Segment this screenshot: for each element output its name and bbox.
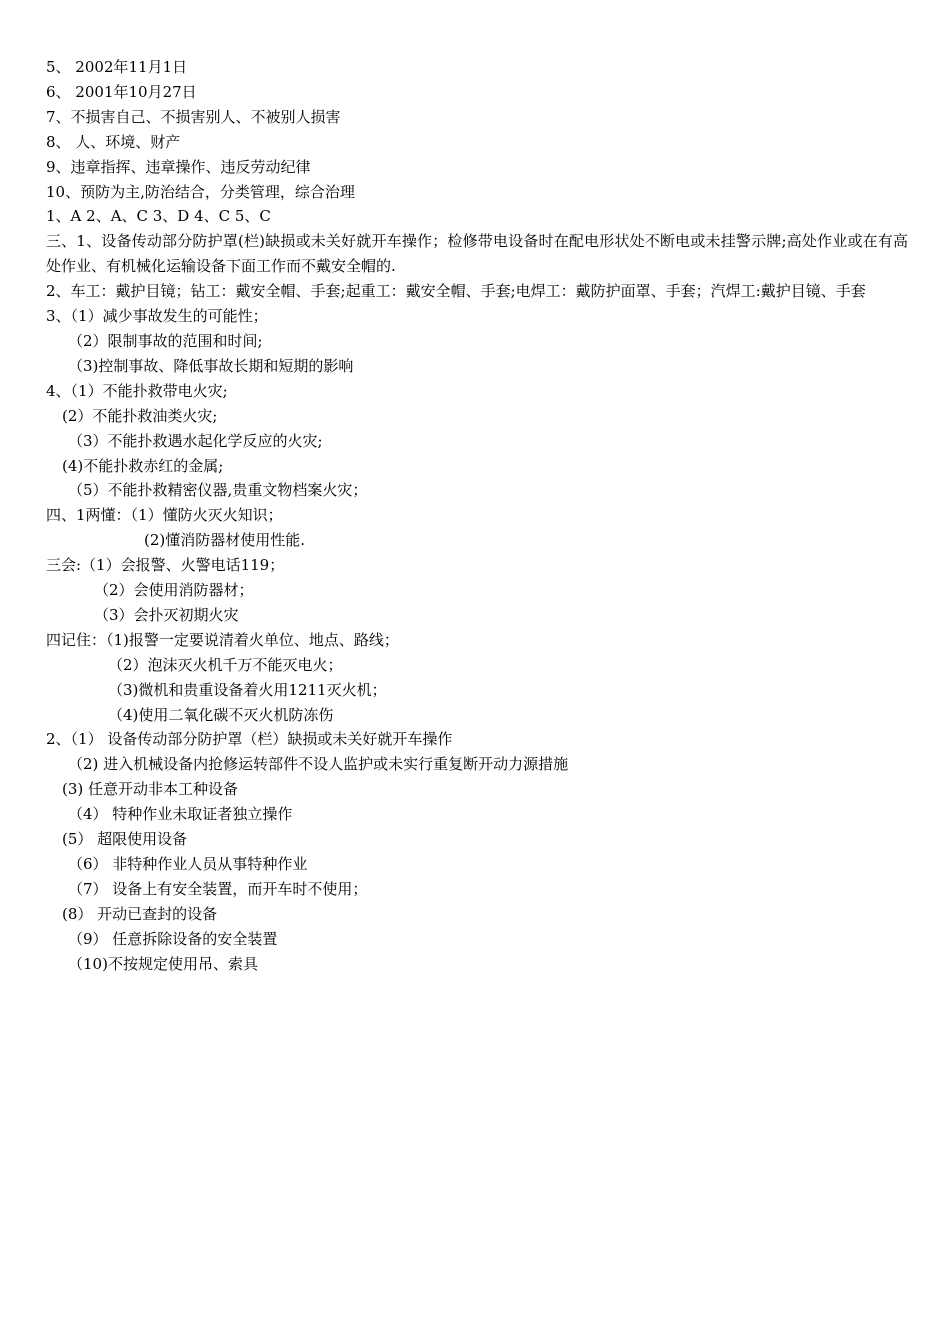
answer-paragraph-9: 2、车工：戴护目镜；钻工：戴安全帽、手套;起重工：戴安全帽、手套;电焊工：戴防护面罩、手套；汽焊工:戴护目镜、手套 xyxy=(46,282,866,301)
document-body xyxy=(46,55,908,977)
answer-line-30: （4） 特种作业未取证者独立操作 xyxy=(68,805,293,824)
answer-line-1: 5、 2002年11月1日 xyxy=(46,58,188,76)
answer-paragraph-8: 三、1、设备传动部分防护罩(栏)缺损或未关好就开车操作；检修带电设备时在配电形状处不断电或未挂警示牌;高处作业或在有高处作业、有机械化运输设备下面工作而不戴安全帽的. xyxy=(46,232,908,276)
answer-line-28: （2) 进入机械设备内抢修运转部件不设人监护或未实行重复断开动力源措施 xyxy=(68,755,569,774)
answer-line-23: 四记住：（1)报警一定要说清着火单位、地点、路线； xyxy=(46,630,399,649)
answer-line-5: 9、违章指挥、违章操作、违反劳动纪律 xyxy=(46,157,311,176)
answer-line-4: 8、 人、环境、财产 xyxy=(46,132,181,151)
answer-line-22: （3）会扑灭初期火灾 xyxy=(94,605,239,624)
answer-line-15: （3）不能扑救遇水起化学反应的火灾; xyxy=(68,431,323,450)
answer-line-11: （2）限制事故的范围和时间; xyxy=(68,331,263,350)
answer-line-6: 10、预防为主,防治结合，分类管理，综合治理 xyxy=(46,182,355,201)
answer-line-18: 四、1两懂：（1）懂防火灭火知识； xyxy=(46,506,283,525)
answer-line-35: （9） 任意拆除设备的安全装置 xyxy=(68,929,278,948)
answer-line-33: （7） 设备上有安全装置，而开车时不使用； xyxy=(68,879,368,898)
answer-line-27: 2、（1） 设备传动部分防护罩（栏）缺损或未关好就开车操作 xyxy=(46,730,453,749)
answer-line-25: （3)微机和贵重设备着火用1211灭火机； xyxy=(108,680,387,699)
answer-line-24: （2）泡沫灭火机千万不能灭电火； xyxy=(108,655,343,674)
answer-line-26: （4)使用二氧化碳不灭火机防冻伤 xyxy=(108,705,334,724)
answer-line-21: （2）会使用消防器材； xyxy=(94,581,254,600)
answer-line-17: （5）不能扑救精密仪器,贵重文物档案火灾； xyxy=(68,481,368,500)
answer-line-2: 6、 2001年10月27日 xyxy=(46,82,197,101)
answer-line-14: (2）不能扑救油类火灾; xyxy=(62,406,218,425)
answer-line-13: 4、（1）不能扑救带电火灾; xyxy=(46,381,228,400)
answer-line-32: （6） 非特种作业人员从事特种作业 xyxy=(68,855,308,873)
answer-line-34: (8） 开动已查封的设备 xyxy=(62,904,218,923)
answer-line-29: (3) 任意开动非本工种设备 xyxy=(62,780,239,799)
answer-line-16: (4)不能扑救赤红的金属; xyxy=(62,456,224,475)
answer-line-31: (5） 超限使用设备 xyxy=(62,830,188,849)
answer-line-36: （10)不按规定使用吊、索具 xyxy=(68,954,258,973)
answer-line-20: 三会:（1）会报警、火警电话119； xyxy=(46,556,285,575)
answer-line-12: （3)控制事故、降低事故长期和短期的影响 xyxy=(68,356,354,375)
answer-line-7: 1、A 2、A、C 3、D 4、C 5、C xyxy=(46,207,271,226)
answer-line-3: 7、不损害自己、不损害别人、不被别人损害 xyxy=(46,107,341,126)
answer-line-19: (2)懂消防器材使用性能. xyxy=(144,531,306,550)
answer-line-10: 3、（1）减少事故发生的可能性； xyxy=(46,307,268,326)
